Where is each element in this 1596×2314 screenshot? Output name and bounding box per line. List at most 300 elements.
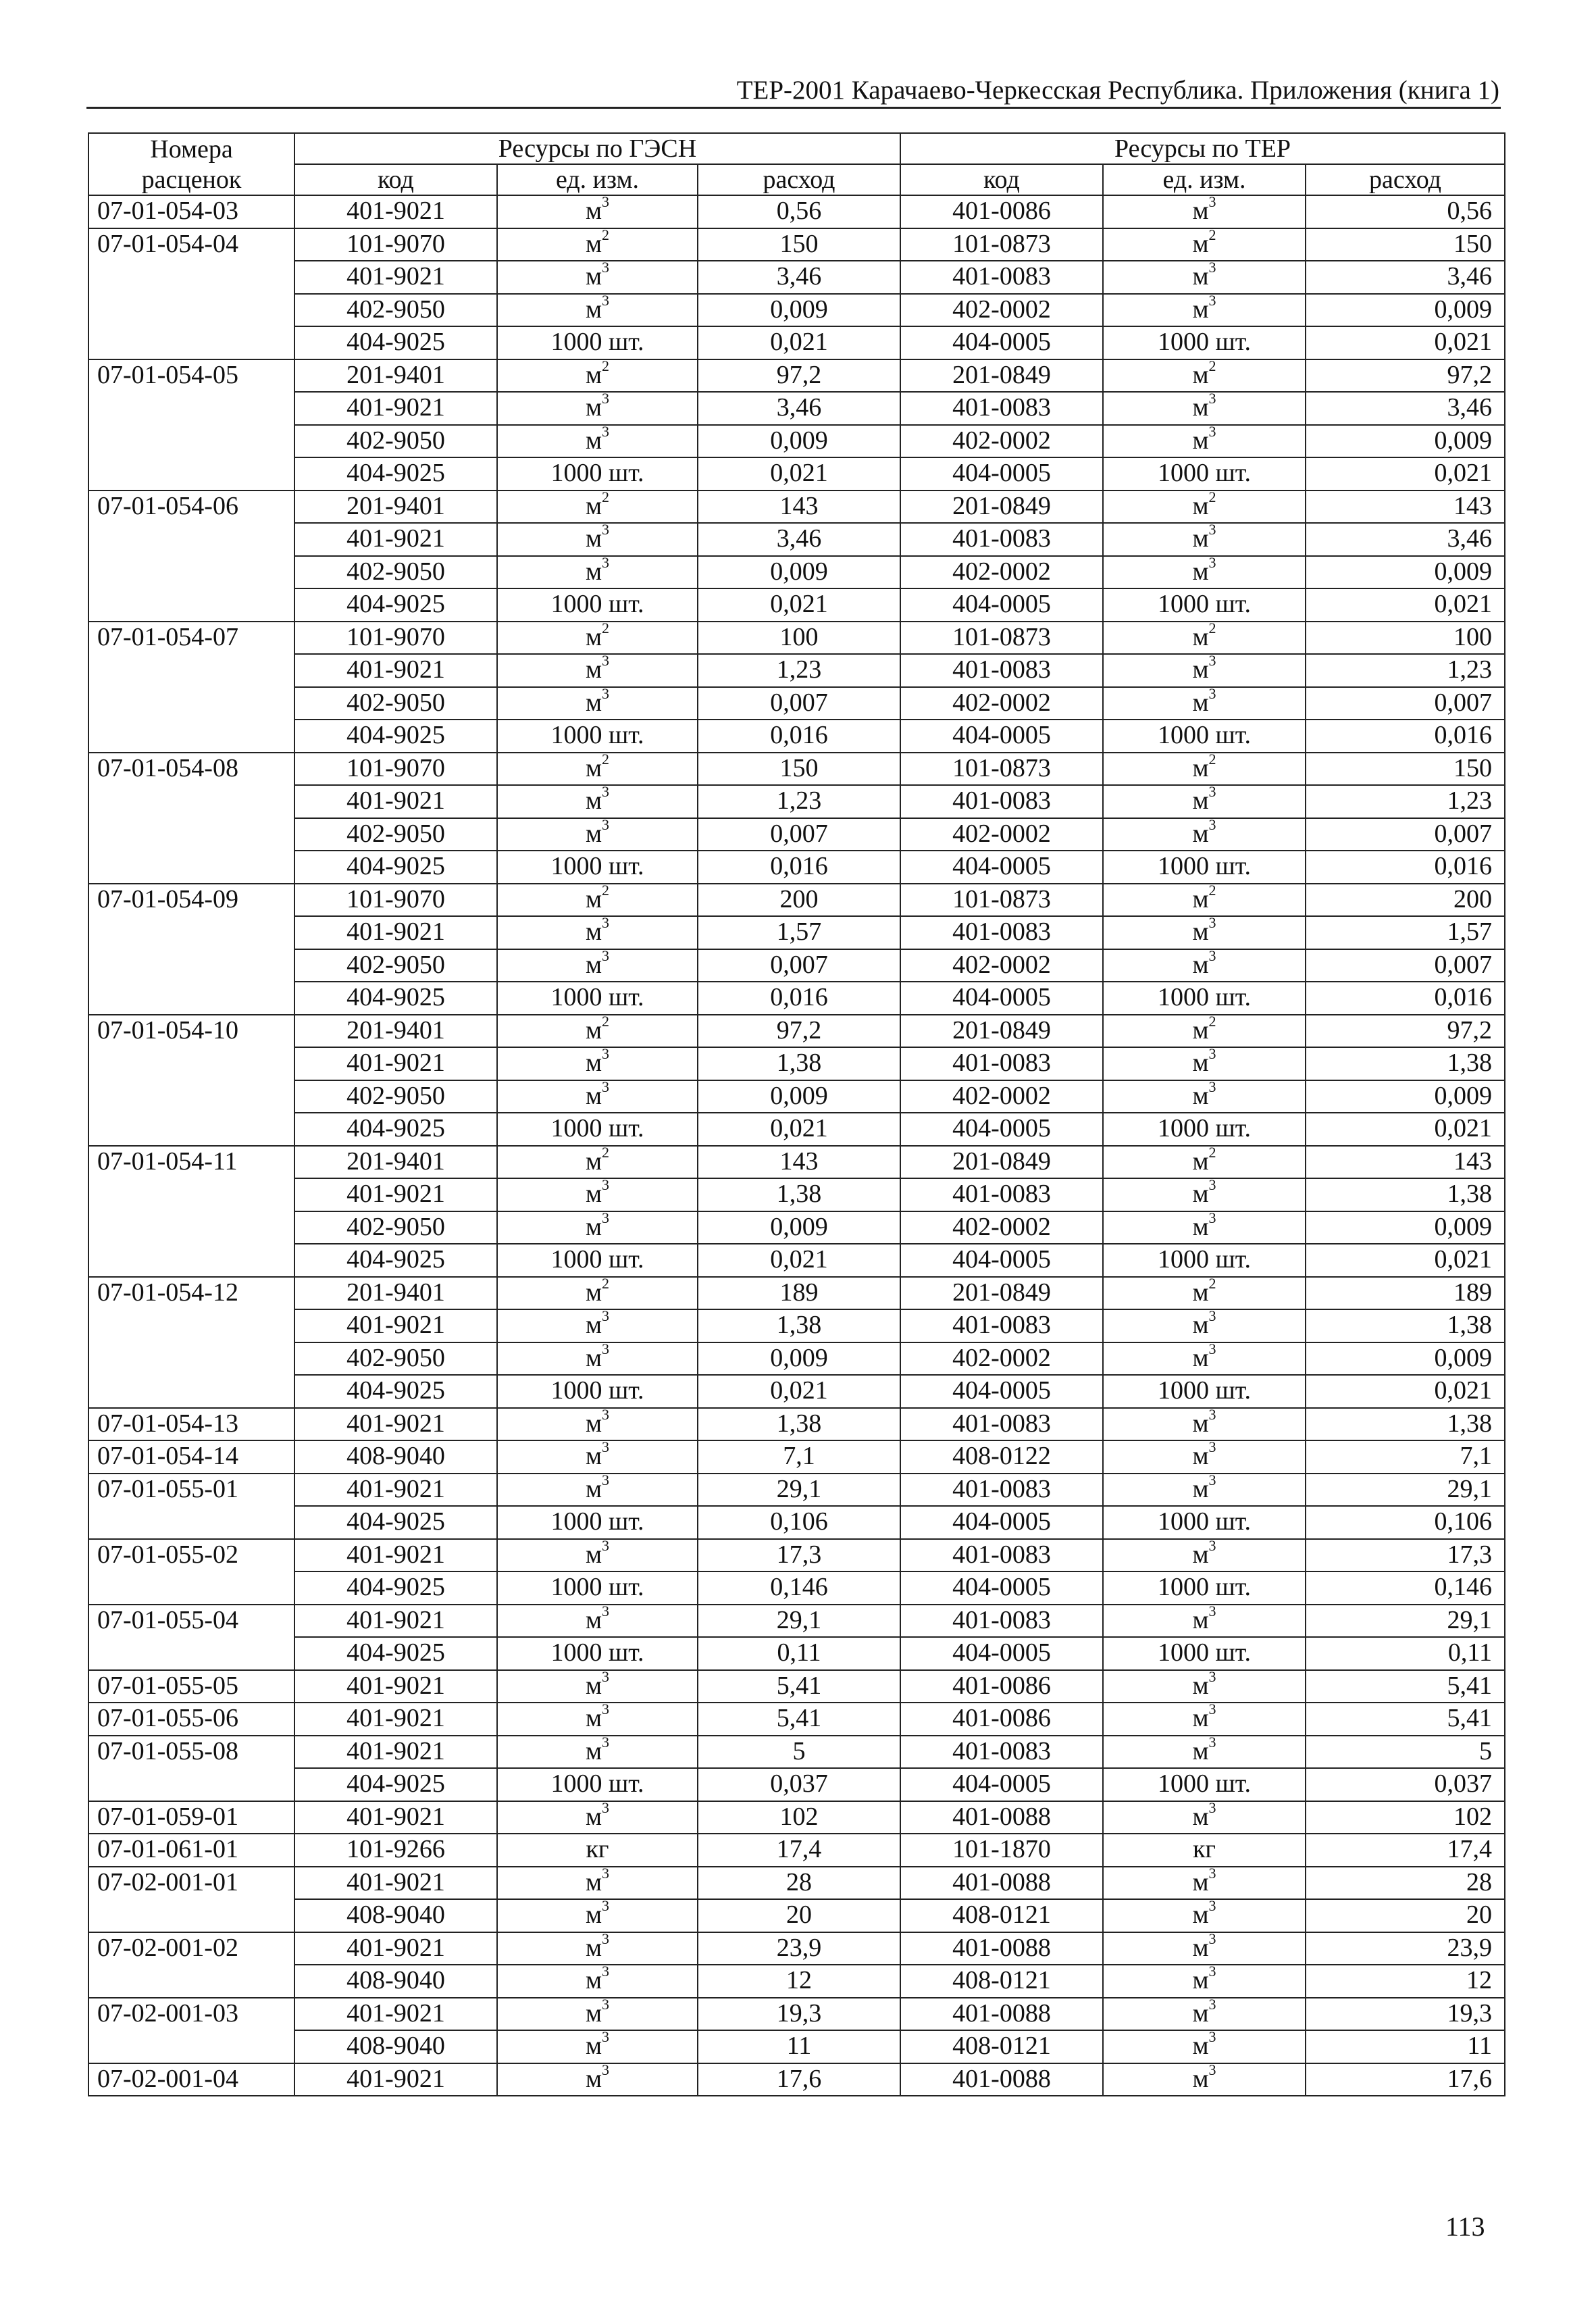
gesn-amount-cell: 0,021 bbox=[698, 457, 900, 491]
table-row bbox=[88, 1637, 1505, 1670]
ter-unit-cell: $м^2$ bbox=[1103, 1146, 1306, 1179]
ter-amount-cell: 0,021 bbox=[1306, 1244, 1505, 1277]
gesn-code-cell: 101-9070 bbox=[294, 753, 497, 786]
gesn-amount-cell: 17,4 bbox=[698, 1834, 900, 1867]
ter-amount-cell: 0,016 bbox=[1306, 851, 1505, 884]
ter-unit-cell: $м^3$ bbox=[1103, 523, 1306, 556]
table-row bbox=[88, 1375, 1505, 1408]
rate-number-cell bbox=[88, 1899, 294, 1932]
gesn-unit-cell: $м^2$ bbox=[497, 1146, 698, 1179]
table-row bbox=[88, 1736, 1505, 1769]
ter-code-cell: 404-0005 bbox=[900, 1375, 1103, 1408]
gesn-unit-cell: $м^3$ bbox=[497, 523, 698, 556]
rate-number-cell bbox=[88, 1178, 294, 1211]
rate-number-cell: 07-01-055-02 bbox=[88, 1539, 294, 1572]
gesn-unit-cell: $м^3$ bbox=[497, 556, 698, 589]
gesn-unit-cell: $м^3$ bbox=[497, 1539, 698, 1572]
table-body bbox=[88, 195, 1505, 2096]
gesn-unit-cell: $м^2$ bbox=[497, 1015, 698, 1048]
table-row bbox=[88, 654, 1505, 687]
table-row bbox=[88, 326, 1505, 359]
table-row bbox=[88, 491, 1505, 524]
rate-number-cell: 07-01-055-01 bbox=[88, 1474, 294, 1507]
ter-unit-cell: $м^2$ bbox=[1103, 1015, 1306, 1048]
ter-code-cell: 404-0005 bbox=[900, 1506, 1103, 1539]
ter-amount-cell: 0,106 bbox=[1306, 1506, 1505, 1539]
ter-unit-cell: $м^3$ bbox=[1103, 1309, 1306, 1342]
rate-number-cell bbox=[88, 326, 294, 359]
gesn-unit-cell: $м^2$ bbox=[497, 753, 698, 786]
gesn-amount-cell: 1,38 bbox=[698, 1309, 900, 1342]
gesn-amount-cell: 5,41 bbox=[698, 1670, 900, 1703]
gesn-amount-cell: 17,3 bbox=[698, 1539, 900, 1572]
gesn-amount-cell: 23,9 bbox=[698, 1932, 900, 1965]
ter-amount-cell: 1,57 bbox=[1306, 916, 1505, 949]
gesn-unit-cell: 1000 шт. bbox=[497, 1571, 698, 1605]
gesn-code-cell: 404-9025 bbox=[294, 1637, 497, 1670]
ter-amount-cell: 150 bbox=[1306, 753, 1505, 786]
gesn-amount-cell: 102 bbox=[698, 1801, 900, 1834]
page-number: 113 bbox=[1445, 2211, 1485, 2242]
ter-unit-cell: 1000 шт. bbox=[1103, 982, 1306, 1015]
ter-code-cell: 401-0088 bbox=[900, 1932, 1103, 1965]
gesn-code-cell: 404-9025 bbox=[294, 1113, 497, 1146]
gesn-unit-cell: $м^3$ bbox=[497, 1736, 698, 1769]
ter-unit-cell: $м^2$ bbox=[1103, 359, 1306, 393]
gesn-code-cell: 201-9401 bbox=[294, 1146, 497, 1179]
gesn-amount-cell: 100 bbox=[698, 622, 900, 655]
ter-amount-cell: 28 bbox=[1306, 1867, 1505, 1900]
gesn-amount-cell: 0,009 bbox=[698, 1211, 900, 1244]
rate-number-cell bbox=[88, 425, 294, 458]
ter-amount-cell: 0,037 bbox=[1306, 1768, 1505, 1801]
gesn-amount-cell: 97,2 bbox=[698, 359, 900, 393]
gesn-unit-cell: $м^3$ bbox=[497, 785, 698, 818]
gesn-amount-cell: 3,46 bbox=[698, 392, 900, 425]
ter-code-cell: 101-0873 bbox=[900, 884, 1103, 917]
gesn-unit-cell: $м^3$ bbox=[497, 654, 698, 687]
rate-number-cell: 07-01-054-04 bbox=[88, 228, 294, 261]
gesn-unit-cell: $м^3$ bbox=[497, 2030, 698, 2063]
ter-code-cell: 402-0002 bbox=[900, 818, 1103, 851]
gesn-unit-cell: $м^3$ bbox=[497, 261, 698, 294]
ter-unit-cell: $м^3$ bbox=[1103, 195, 1306, 228]
ter-unit-cell: 1000 шт. bbox=[1103, 1768, 1306, 1801]
col-header-gesn-unit: ед. изм. bbox=[497, 164, 698, 195]
table-row bbox=[88, 1605, 1505, 1638]
table-row bbox=[88, 228, 1505, 261]
ter-amount-cell: 0,007 bbox=[1306, 687, 1505, 720]
gesn-code-cell: 401-9021 bbox=[294, 1047, 497, 1080]
gesn-amount-cell: 1,38 bbox=[698, 1178, 900, 1211]
ter-unit-cell: $м^3$ bbox=[1103, 687, 1306, 720]
ter-code-cell: 408-0121 bbox=[900, 1965, 1103, 1998]
rate-number-cell: 07-01-054-09 bbox=[88, 884, 294, 917]
gesn-code-cell: 404-9025 bbox=[294, 982, 497, 1015]
gesn-unit-cell: 1000 шт. bbox=[497, 1506, 698, 1539]
gesn-amount-cell: 0,021 bbox=[698, 1113, 900, 1146]
rate-number-cell bbox=[88, 556, 294, 589]
rate-number-cell bbox=[88, 982, 294, 1015]
table-header-row-1 bbox=[88, 133, 1505, 164]
gesn-unit-cell: кг bbox=[497, 1834, 698, 1867]
col-header-ter-unit: ед. изм. bbox=[1103, 164, 1306, 195]
gesn-amount-cell: 150 bbox=[698, 228, 900, 261]
ter-amount-cell: 0,009 bbox=[1306, 1211, 1505, 1244]
rate-number-cell bbox=[88, 457, 294, 491]
ter-amount-cell: 100 bbox=[1306, 622, 1505, 655]
gesn-amount-cell: 0,016 bbox=[698, 851, 900, 884]
table-row bbox=[88, 588, 1505, 622]
gesn-amount-cell: 0,009 bbox=[698, 1342, 900, 1376]
table-row bbox=[88, 1178, 1505, 1211]
gesn-unit-cell: $м^3$ bbox=[497, 1080, 698, 1113]
ter-unit-cell: $м^3$ bbox=[1103, 1539, 1306, 1572]
ter-code-cell: 401-0083 bbox=[900, 523, 1103, 556]
ter-unit-cell: $м^3$ bbox=[1103, 1703, 1306, 1736]
table-row bbox=[88, 1342, 1505, 1376]
ter-code-cell: 408-0121 bbox=[900, 2030, 1103, 2063]
ter-code-cell: 101-1870 bbox=[900, 1834, 1103, 1867]
gesn-unit-cell: $м^3$ bbox=[497, 916, 698, 949]
rate-number-cell bbox=[88, 1965, 294, 1998]
gesn-unit-cell: $м^3$ bbox=[497, 1342, 698, 1376]
table-row bbox=[88, 1080, 1505, 1113]
table-row bbox=[88, 2063, 1505, 2096]
ter-amount-cell: 0,021 bbox=[1306, 457, 1505, 491]
ter-amount-cell: 1,38 bbox=[1306, 1408, 1505, 1441]
ter-amount-cell: 0,009 bbox=[1306, 425, 1505, 458]
gesn-code-cell: 401-9021 bbox=[294, 1309, 497, 1342]
table-row bbox=[88, 1539, 1505, 1572]
gesn-amount-cell: 0,146 bbox=[698, 1571, 900, 1605]
gesn-code-cell: 404-9025 bbox=[294, 851, 497, 884]
gesn-unit-cell: $м^3$ bbox=[497, 1408, 698, 1441]
col-header-ter-amount: расход bbox=[1306, 164, 1505, 195]
gesn-unit-cell: $м^3$ bbox=[497, 294, 698, 327]
gesn-unit-cell: $м^3$ bbox=[497, 1867, 698, 1900]
ter-unit-cell: $м^3$ bbox=[1103, 916, 1306, 949]
ter-amount-cell: 0,016 bbox=[1306, 982, 1505, 1015]
rate-number-cell bbox=[88, 1768, 294, 1801]
ter-amount-cell: 19,3 bbox=[1306, 1998, 1505, 2031]
gesn-code-cell: 402-9050 bbox=[294, 687, 497, 720]
ter-code-cell: 404-0005 bbox=[900, 588, 1103, 622]
gesn-code-cell: 401-9021 bbox=[294, 1539, 497, 1572]
ter-unit-cell: $м^3$ bbox=[1103, 1342, 1306, 1376]
ter-unit-cell: $м^3$ bbox=[1103, 1474, 1306, 1507]
gesn-unit-cell: $м^3$ bbox=[497, 1309, 698, 1342]
ter-code-cell: 402-0002 bbox=[900, 425, 1103, 458]
table-row bbox=[88, 949, 1505, 982]
table-header-row-2 bbox=[88, 164, 1505, 195]
ter-amount-cell: 0,021 bbox=[1306, 326, 1505, 359]
table-row bbox=[88, 294, 1505, 327]
rate-number-cell bbox=[88, 1571, 294, 1605]
rate-number-cell: 07-01-054-12 bbox=[88, 1277, 294, 1310]
rate-number-cell bbox=[88, 294, 294, 327]
ter-amount-cell: 5,41 bbox=[1306, 1703, 1505, 1736]
table-row bbox=[88, 687, 1505, 720]
gesn-amount-cell: 150 bbox=[698, 753, 900, 786]
rate-number-cell bbox=[88, 392, 294, 425]
gesn-unit-cell: $м^3$ bbox=[497, 818, 698, 851]
ter-code-cell: 401-0083 bbox=[900, 785, 1103, 818]
gesn-code-cell: 404-9025 bbox=[294, 457, 497, 491]
col-header-gesn-code: код bbox=[294, 164, 497, 195]
gesn-amount-cell: 1,23 bbox=[698, 654, 900, 687]
ter-unit-cell: $м^3$ bbox=[1103, 654, 1306, 687]
rate-number-cell bbox=[88, 1309, 294, 1342]
gesn-code-cell: 402-9050 bbox=[294, 1211, 497, 1244]
ter-unit-cell: $м^2$ bbox=[1103, 753, 1306, 786]
ter-code-cell: 401-0083 bbox=[900, 1736, 1103, 1769]
gesn-amount-cell: 0,007 bbox=[698, 687, 900, 720]
rate-number-cell: 07-02-001-02 bbox=[88, 1932, 294, 1965]
ter-amount-cell: 0,007 bbox=[1306, 818, 1505, 851]
ter-code-cell: 402-0002 bbox=[900, 1211, 1103, 1244]
gesn-unit-cell: $м^2$ bbox=[497, 491, 698, 524]
ter-code-cell: 401-0083 bbox=[900, 392, 1103, 425]
ter-unit-cell: $м^3$ bbox=[1103, 818, 1306, 851]
ter-code-cell: 201-0849 bbox=[900, 359, 1103, 393]
gesn-code-cell: 401-9021 bbox=[294, 392, 497, 425]
table-row bbox=[88, 622, 1505, 655]
ter-amount-cell: 0,56 bbox=[1306, 195, 1505, 228]
ter-unit-cell: $м^3$ bbox=[1103, 1867, 1306, 1900]
rate-number-cell: 07-01-059-01 bbox=[88, 1801, 294, 1834]
ter-amount-cell: 0,009 bbox=[1306, 1342, 1505, 1376]
gesn-amount-cell: 11 bbox=[698, 2030, 900, 2063]
ter-unit-cell: $м^3$ bbox=[1103, 294, 1306, 327]
gesn-code-cell: 404-9025 bbox=[294, 588, 497, 622]
table-row bbox=[88, 1571, 1505, 1605]
gesn-amount-cell: 3,46 bbox=[698, 523, 900, 556]
ter-amount-cell: 0,11 bbox=[1306, 1637, 1505, 1670]
rate-number-cell: 07-01-054-14 bbox=[88, 1440, 294, 1474]
ter-unit-cell: $м^3$ bbox=[1103, 785, 1306, 818]
gesn-code-cell: 408-9040 bbox=[294, 1965, 497, 1998]
rate-number-cell: 07-01-055-06 bbox=[88, 1703, 294, 1736]
ter-unit-cell: $м^3$ bbox=[1103, 2030, 1306, 2063]
gesn-unit-cell: $м^3$ bbox=[497, 1703, 698, 1736]
table-row bbox=[88, 1965, 1505, 1998]
ter-unit-cell: 1000 шт. bbox=[1103, 1375, 1306, 1408]
table-row bbox=[88, 916, 1505, 949]
gesn-unit-cell: $м^2$ bbox=[497, 622, 698, 655]
resources-table bbox=[88, 132, 1505, 2096]
gesn-unit-cell: $м^3$ bbox=[497, 687, 698, 720]
table-row bbox=[88, 1277, 1505, 1310]
rate-number-cell: 07-01-061-01 bbox=[88, 1834, 294, 1867]
ter-code-cell: 401-0083 bbox=[900, 1474, 1103, 1507]
gesn-amount-cell: 0,106 bbox=[698, 1506, 900, 1539]
ter-code-cell: 201-0849 bbox=[900, 1015, 1103, 1048]
gesn-code-cell: 401-9021 bbox=[294, 2063, 497, 2096]
ter-code-cell: 404-0005 bbox=[900, 1571, 1103, 1605]
gesn-amount-cell: 0,037 bbox=[698, 1768, 900, 1801]
ter-unit-cell: 1000 шт. bbox=[1103, 326, 1306, 359]
gesn-unit-cell: $м^3$ bbox=[497, 2063, 698, 2096]
gesn-unit-cell: 1000 шт. bbox=[497, 982, 698, 1015]
ter-code-cell: 401-0088 bbox=[900, 1867, 1103, 1900]
ter-code-cell: 201-0849 bbox=[900, 491, 1103, 524]
ter-code-cell: 404-0005 bbox=[900, 1244, 1103, 1277]
rate-number-cell: 07-02-001-04 bbox=[88, 2063, 294, 2096]
gesn-code-cell: 201-9401 bbox=[294, 1277, 497, 1310]
gesn-amount-cell: 0,009 bbox=[698, 556, 900, 589]
ter-unit-cell: $м^3$ bbox=[1103, 1178, 1306, 1211]
gesn-unit-cell: 1000 шт. bbox=[497, 588, 698, 622]
table-row bbox=[88, 1113, 1505, 1146]
header-rule bbox=[86, 107, 1501, 109]
gesn-unit-cell: 1000 шт. bbox=[497, 851, 698, 884]
rate-number-cell bbox=[88, 1506, 294, 1539]
gesn-unit-cell: $м^3$ bbox=[497, 949, 698, 982]
gesn-amount-cell: 7,1 bbox=[698, 1440, 900, 1474]
ter-amount-cell: 0,021 bbox=[1306, 1113, 1505, 1146]
gesn-amount-cell: 143 bbox=[698, 1146, 900, 1179]
gesn-code-cell: 201-9401 bbox=[294, 1015, 497, 1048]
running-header: ТЕР-2001 Карачаево-Черкесская Республика. Приложения (книга 1) bbox=[736, 76, 1499, 105]
ter-code-cell: 404-0005 bbox=[900, 457, 1103, 491]
gesn-unit-cell: 1000 шт. bbox=[497, 1768, 698, 1801]
ter-amount-cell: 150 bbox=[1306, 228, 1505, 261]
gesn-code-cell: 402-9050 bbox=[294, 1080, 497, 1113]
table-row bbox=[88, 884, 1505, 917]
gesn-code-cell: 401-9021 bbox=[294, 1736, 497, 1769]
ter-unit-cell: $м^3$ bbox=[1103, 1408, 1306, 1441]
rate-number-cell bbox=[88, 1113, 294, 1146]
table-row bbox=[88, 261, 1505, 294]
col-header-number: Номера bbox=[88, 133, 294, 164]
gesn-amount-cell: 5,41 bbox=[698, 1703, 900, 1736]
table-row bbox=[88, 2030, 1505, 2063]
gesn-unit-cell: $м^3$ bbox=[497, 1178, 698, 1211]
gesn-code-cell: 401-9021 bbox=[294, 916, 497, 949]
rate-number-cell: 07-01-054-05 bbox=[88, 359, 294, 393]
gesn-unit-cell: 1000 шт. bbox=[497, 326, 698, 359]
col-header-number-2: расценок bbox=[88, 164, 294, 195]
gesn-amount-cell: 0,11 bbox=[698, 1637, 900, 1670]
gesn-code-cell: 401-9021 bbox=[294, 1998, 497, 2031]
gesn-code-cell: 401-9021 bbox=[294, 523, 497, 556]
gesn-code-cell: 408-9040 bbox=[294, 1899, 497, 1932]
gesn-unit-cell: 1000 шт. bbox=[497, 720, 698, 753]
gesn-code-cell: 201-9401 bbox=[294, 359, 497, 393]
ter-amount-cell: 0,009 bbox=[1306, 556, 1505, 589]
gesn-amount-cell: 0,009 bbox=[698, 1080, 900, 1113]
gesn-code-cell: 404-9025 bbox=[294, 1506, 497, 1539]
ter-code-cell: 101-0873 bbox=[900, 228, 1103, 261]
gesn-amount-cell: 3,46 bbox=[698, 261, 900, 294]
ter-unit-cell: 1000 шт. bbox=[1103, 720, 1306, 753]
gesn-code-cell: 401-9021 bbox=[294, 654, 497, 687]
gesn-unit-cell: 1000 шт. bbox=[497, 1637, 698, 1670]
ter-amount-cell: 189 bbox=[1306, 1277, 1505, 1310]
ter-code-cell: 404-0005 bbox=[900, 720, 1103, 753]
gesn-amount-cell: 0,56 bbox=[698, 195, 900, 228]
gesn-code-cell: 401-9021 bbox=[294, 1703, 497, 1736]
rate-number-cell: 07-01-054-07 bbox=[88, 622, 294, 655]
gesn-code-cell: 401-9021 bbox=[294, 1670, 497, 1703]
gesn-amount-cell: 0,021 bbox=[698, 588, 900, 622]
gesn-amount-cell: 200 bbox=[698, 884, 900, 917]
rate-number-cell bbox=[88, 851, 294, 884]
ter-amount-cell: 29,1 bbox=[1306, 1474, 1505, 1507]
rate-number-cell: 07-01-054-13 bbox=[88, 1408, 294, 1441]
gesn-code-cell: 101-9070 bbox=[294, 622, 497, 655]
gesn-unit-cell: $м^3$ bbox=[497, 195, 698, 228]
table-row bbox=[88, 1244, 1505, 1277]
ter-code-cell: 401-0086 bbox=[900, 1670, 1103, 1703]
ter-unit-cell: $м^3$ bbox=[1103, 1605, 1306, 1638]
table-row bbox=[88, 1309, 1505, 1342]
ter-code-cell: 402-0002 bbox=[900, 949, 1103, 982]
gesn-amount-cell: 20 bbox=[698, 1899, 900, 1932]
rate-number-cell bbox=[88, 818, 294, 851]
ter-amount-cell: 0,146 bbox=[1306, 1571, 1505, 1605]
ter-unit-cell: $м^3$ bbox=[1103, 261, 1306, 294]
ter-amount-cell: 143 bbox=[1306, 491, 1505, 524]
ter-unit-cell: $м^3$ bbox=[1103, 1932, 1306, 1965]
ter-unit-cell: 1000 шт. bbox=[1103, 457, 1306, 491]
ter-unit-cell: $м^3$ bbox=[1103, 1211, 1306, 1244]
ter-amount-cell: 1,38 bbox=[1306, 1047, 1505, 1080]
gesn-code-cell: 201-9401 bbox=[294, 491, 497, 524]
ter-amount-cell: 7,1 bbox=[1306, 1440, 1505, 1474]
gesn-amount-cell: 0,009 bbox=[698, 425, 900, 458]
ter-code-cell: 401-0088 bbox=[900, 1998, 1103, 2031]
ter-amount-cell: 3,46 bbox=[1306, 523, 1505, 556]
ter-code-cell: 401-0083 bbox=[900, 916, 1103, 949]
ter-unit-cell: 1000 шт. bbox=[1103, 588, 1306, 622]
gesn-code-cell: 402-9050 bbox=[294, 1342, 497, 1376]
gesn-unit-cell: 1000 шт. bbox=[497, 1113, 698, 1146]
ter-unit-cell: 1000 шт. bbox=[1103, 851, 1306, 884]
ter-unit-cell: $м^3$ bbox=[1103, 1899, 1306, 1932]
gesn-amount-cell: 1,57 bbox=[698, 916, 900, 949]
ter-unit-cell: $м^3$ bbox=[1103, 1080, 1306, 1113]
table-row bbox=[88, 1047, 1505, 1080]
table-row bbox=[88, 720, 1505, 753]
gesn-amount-cell: 29,1 bbox=[698, 1474, 900, 1507]
ter-code-cell: 101-0873 bbox=[900, 753, 1103, 786]
gesn-amount-cell: 17,6 bbox=[698, 2063, 900, 2096]
table-row bbox=[88, 753, 1505, 786]
ter-unit-cell: 1000 шт. bbox=[1103, 1113, 1306, 1146]
rate-number-cell bbox=[88, 654, 294, 687]
rate-number-cell bbox=[88, 916, 294, 949]
gesn-unit-cell: $м^3$ bbox=[497, 1440, 698, 1474]
ter-amount-cell: 1,38 bbox=[1306, 1178, 1505, 1211]
ter-unit-cell: $м^3$ bbox=[1103, 1670, 1306, 1703]
gesn-amount-cell: 5 bbox=[698, 1736, 900, 1769]
rate-number-cell bbox=[88, 949, 294, 982]
gesn-code-cell: 401-9021 bbox=[294, 1474, 497, 1507]
gesn-unit-cell: $м^3$ bbox=[497, 425, 698, 458]
ter-code-cell: 402-0002 bbox=[900, 1080, 1103, 1113]
rate-number-cell: 07-01-054-10 bbox=[88, 1015, 294, 1048]
ter-unit-cell: кг bbox=[1103, 1834, 1306, 1867]
ter-unit-cell: 1000 шт. bbox=[1103, 1506, 1306, 1539]
col-header-gesn-amount: расход bbox=[698, 164, 900, 195]
gesn-unit-cell: $м^2$ bbox=[497, 228, 698, 261]
gesn-amount-cell: 0,016 bbox=[698, 720, 900, 753]
ter-amount-cell: 0,009 bbox=[1306, 294, 1505, 327]
ter-code-cell: 402-0002 bbox=[900, 1342, 1103, 1376]
ter-code-cell: 402-0002 bbox=[900, 556, 1103, 589]
